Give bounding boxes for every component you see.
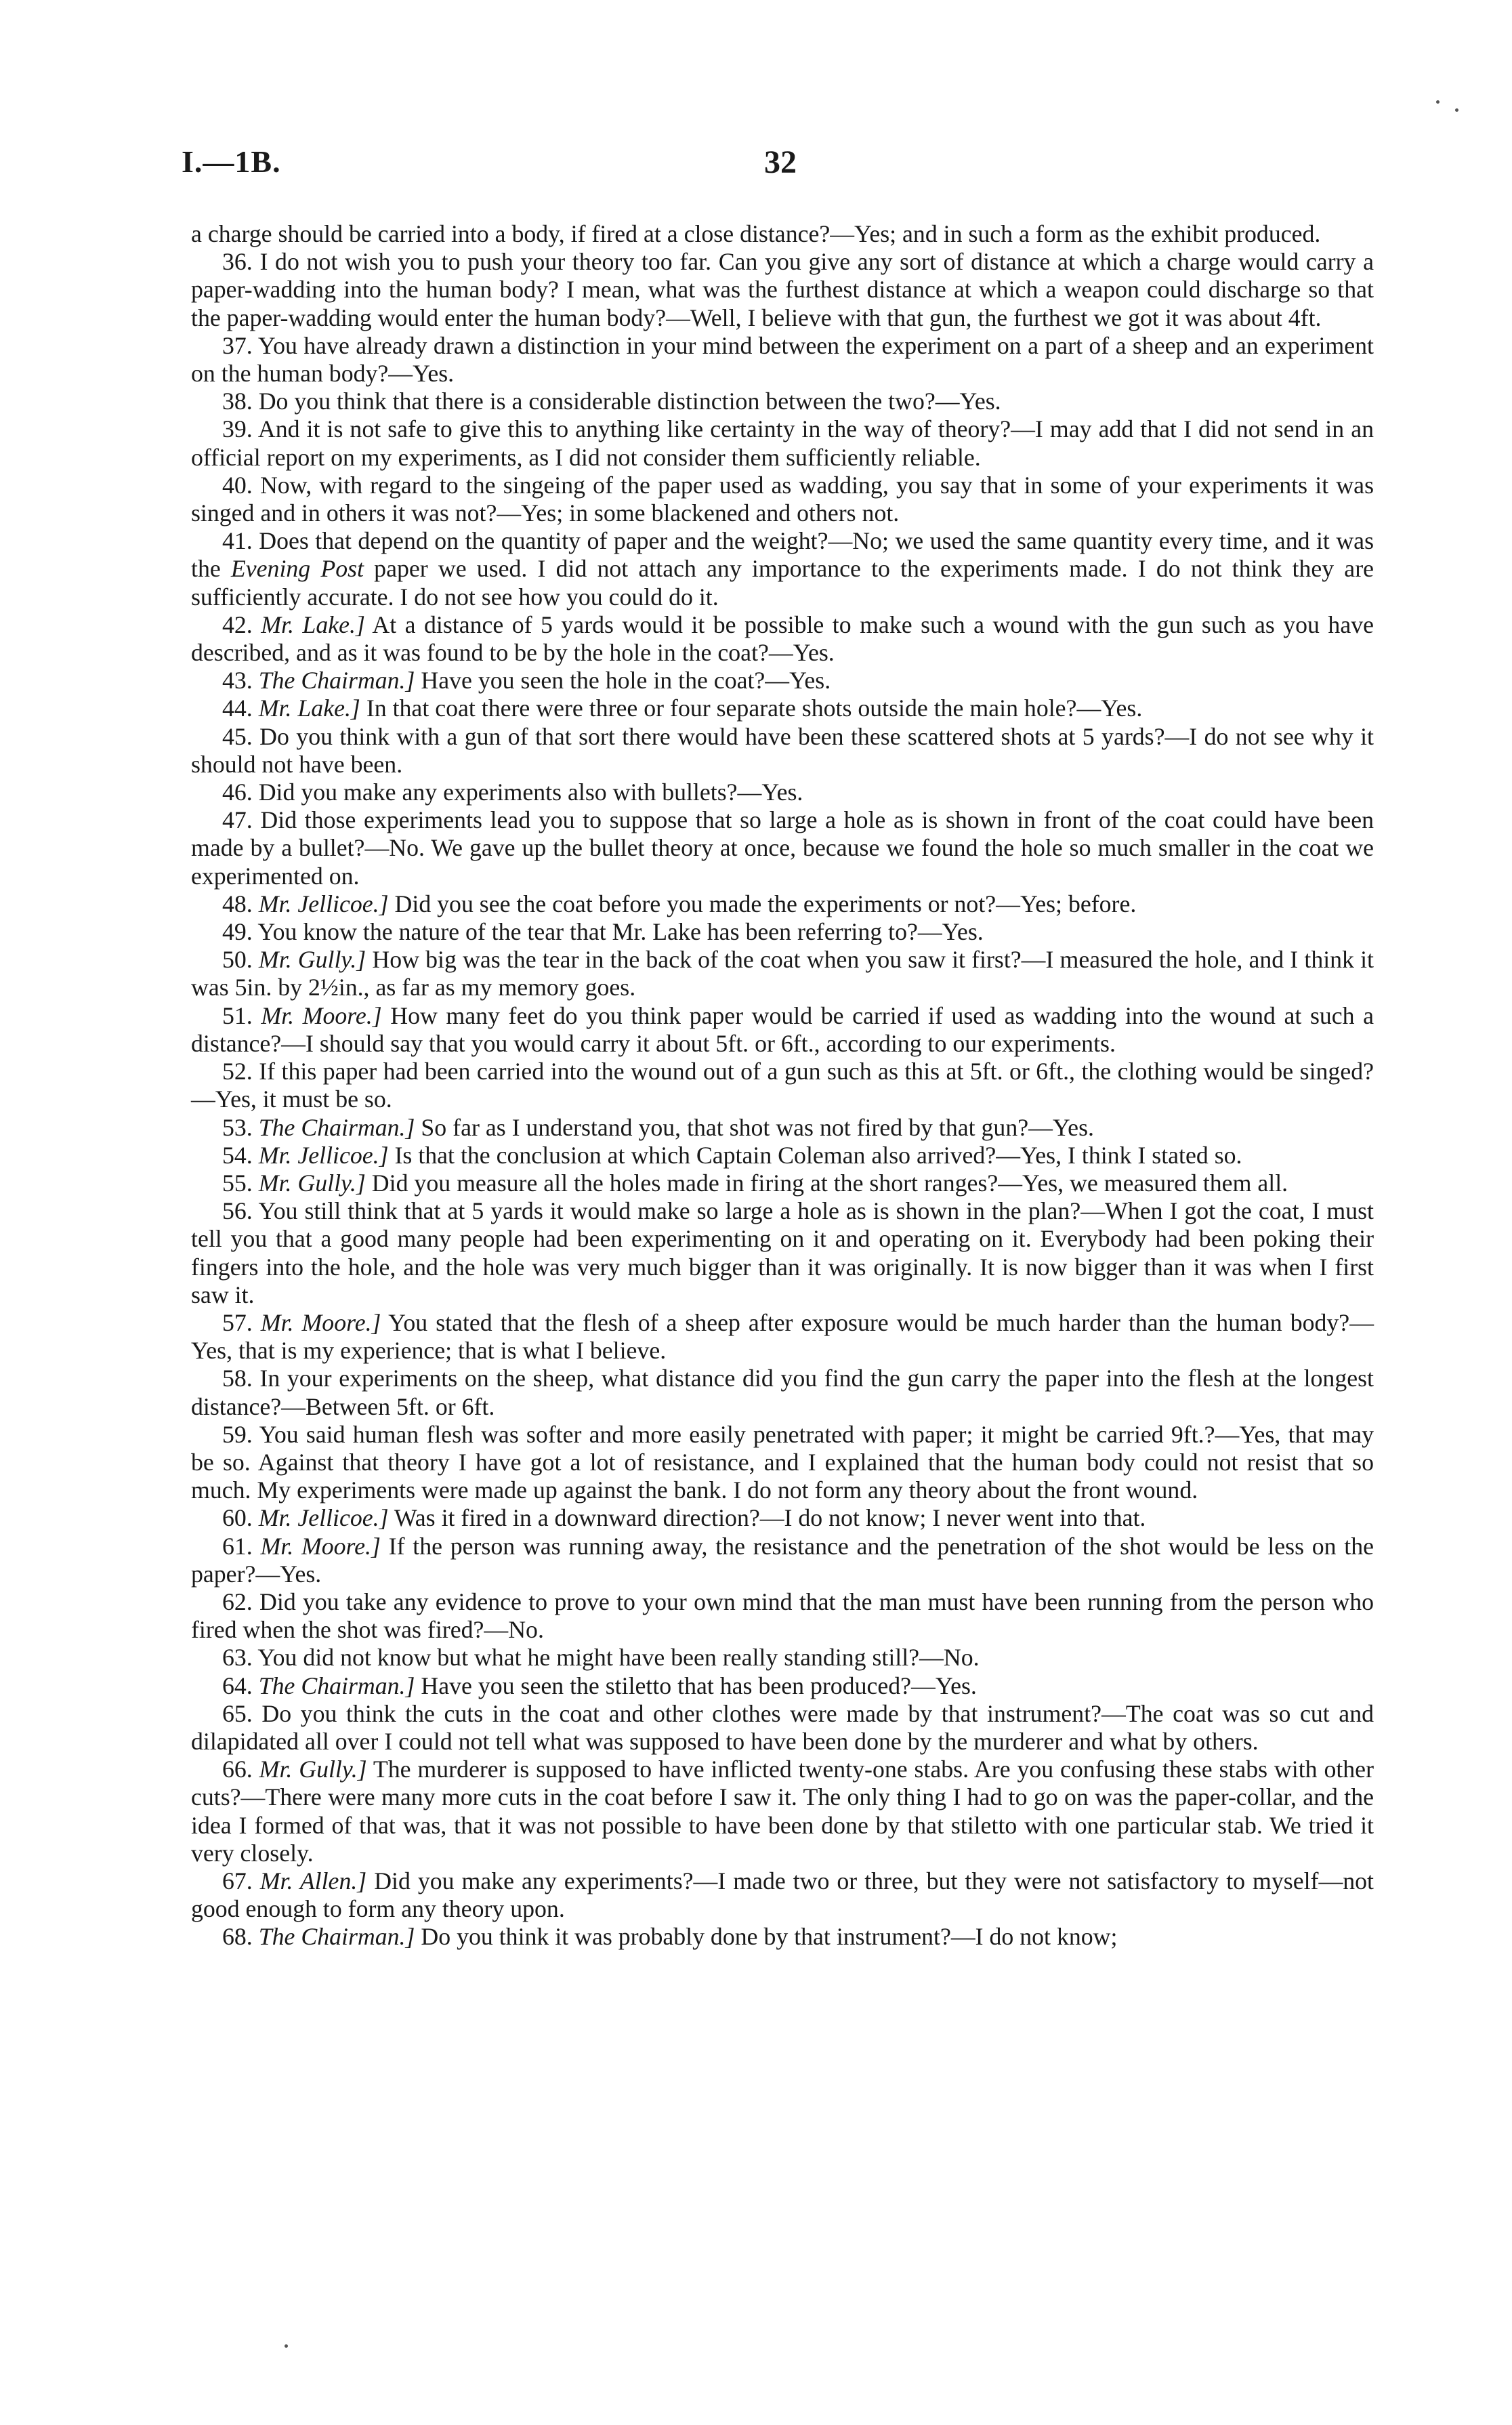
question-entry bbox=[191, 667, 1374, 695]
question-number: 55. bbox=[222, 1169, 253, 1197]
speaker-name: The Chairman.] bbox=[258, 1923, 415, 1951]
speaker-name: Mr. Moore.] bbox=[260, 1532, 381, 1560]
question-number: 59. bbox=[222, 1420, 253, 1448]
question-number: 37. bbox=[222, 331, 253, 359]
question-text: Did those experiments lead you to suppose that so large a hole as is shown in front of the coat could have been made by a bullet?—No. We gave up the bullet theory at once, because we found the hole so much smaller in the coat we experimented on. bbox=[191, 806, 1374, 890]
question-text: Do you think it was probably done by that instrument?—I do not know; bbox=[421, 1923, 1118, 1951]
question-number: 60. bbox=[222, 1504, 253, 1532]
question-number: 64. bbox=[222, 1672, 253, 1699]
question-number: 43. bbox=[222, 667, 253, 695]
question-entry bbox=[191, 1700, 1374, 1756]
question-number: 67. bbox=[222, 1867, 253, 1894]
question-text: So far as I understand you, that shot was not fired by that gun?—Yes. bbox=[421, 1113, 1094, 1141]
question-entry bbox=[191, 695, 1374, 722]
question-number: 44. bbox=[222, 695, 253, 722]
question-entry bbox=[191, 1588, 1374, 1644]
evidence-body bbox=[191, 220, 1374, 1951]
question-entry bbox=[191, 388, 1374, 415]
question-entry bbox=[191, 1421, 1374, 1505]
speaker-name: Mr. Lake.] bbox=[258, 695, 360, 722]
question-list bbox=[191, 248, 1374, 1951]
question-text: You have already drawn a distinction in your mind between the experiment on a part of a sheep and an experiment on the human body?—Yes. bbox=[191, 331, 1374, 388]
question-text: How big was the tear in the back of the coat when you saw it first?—I measured the hole, and I think it was 5in. by 2½in., as far as my memory goes. bbox=[191, 946, 1374, 1001]
question-entry bbox=[191, 1867, 1374, 1923]
question-entry bbox=[191, 1002, 1374, 1058]
question-text: I do not wish you to push your theory too far. Can you give any sort of distance at which a charge would carry a paper-wadding into the human body? I mean, what was the furthest distance at which a weapon could discharge so that the paper-wadding would enter the human body?—Well, I believe with that gun, the furthest we got it was about 4ft. bbox=[191, 248, 1374, 331]
question-entry bbox=[191, 527, 1374, 611]
question-number: 57. bbox=[222, 1308, 253, 1336]
question-text: If this paper had been carried into the wound out of a gun such as this at 5ft. or 6ft., the clothing would be singed?—Yes, it must be so. bbox=[191, 1058, 1374, 1113]
page-speck bbox=[1455, 108, 1458, 112]
question-entry bbox=[191, 1309, 1374, 1365]
question-number: 51. bbox=[222, 1001, 253, 1029]
question-number: 39. bbox=[222, 415, 253, 443]
question-text: Do you think the cuts in the coat and other clothes were made by that instrument?—The coat was so cut and dilapidated all over I could not tell what was supposed to have been done by the murderer and what by others. bbox=[191, 1699, 1374, 1755]
question-number: 53. bbox=[222, 1113, 253, 1141]
question-number: 41. bbox=[222, 527, 253, 555]
page-speck bbox=[1436, 100, 1440, 104]
question-entry bbox=[191, 1197, 1374, 1309]
question-text: In your experiments on the sheep, what distance did you find the gun carry the paper into the flesh at the longest distance?—Between 5ft. or 6ft. bbox=[191, 1365, 1374, 1420]
question-number: 46. bbox=[222, 779, 253, 806]
speaker-name: Mr. Jellicoe.] bbox=[258, 890, 389, 917]
question-entry bbox=[191, 1756, 1374, 1867]
question-entry bbox=[191, 1169, 1374, 1197]
speaker-name: The Chairman.] bbox=[258, 1113, 415, 1141]
question-text: The murderer is supposed to have inflicted twenty-one stabs. Are you confusing these stabs with other cuts?—There were many more cuts in the coat before I saw it. The only thing I had to go on was the paper-collar, and the idea I formed of that was, that it was not possible to have been done by that stiletto with one particular stab. We tried it very closely. bbox=[191, 1756, 1374, 1867]
opening-paragraph: a charge should be carried into a body, if fired at a close distance?—Yes; and in such a form as the exhibit produced. bbox=[191, 220, 1321, 247]
question-text: Did you take any evidence to prove to your own mind that the man must have been running from the person who fired when the shot was fired?—No. bbox=[191, 1588, 1374, 1644]
question-text: Have you seen the hole in the coat?—Yes. bbox=[421, 667, 831, 695]
speaker-name: Mr. Jellicoe.] bbox=[258, 1504, 389, 1532]
question-text: paper we used. I did not attach any importance to the experiments made. I do not think they are sufficiently accurate. I do not see how you could do it. bbox=[191, 555, 1374, 610]
question-entry bbox=[191, 890, 1374, 918]
question-entry bbox=[191, 1114, 1374, 1142]
question-entry bbox=[191, 1058, 1374, 1113]
question-text: You stated that the flesh of a sheep after exposure would be much harder than the human body?—Yes, that is my experience; that is what I believe. bbox=[191, 1308, 1374, 1365]
running-head bbox=[182, 144, 1374, 191]
question-text: Did you measure all the holes made in firing at the short ranges?—Yes, we measured them all. bbox=[371, 1169, 1288, 1197]
question-entry bbox=[191, 1644, 1374, 1672]
question-number: 48. bbox=[222, 890, 253, 917]
speaker-name: Mr. Moore.] bbox=[261, 1001, 382, 1029]
speaker-name: Mr. Jellicoe.] bbox=[258, 1141, 389, 1169]
question-number: 49. bbox=[222, 918, 253, 946]
question-entry bbox=[191, 1923, 1374, 1951]
question-text: Does that depend on the quantity of paper and the weight?—No; we used the same quantity every time, and it was the bbox=[191, 527, 1374, 583]
question-number: 54. bbox=[222, 1141, 253, 1169]
question-text: In that coat there were three or four separate shots outside the main hole?—Yes. bbox=[366, 695, 1143, 722]
question-number: 47. bbox=[222, 806, 253, 834]
question-text: And it is not safe to give this to anything like certainty in the way of theory?—I may add that I did not send in an official report on my experiments, as I did not consider them sufficiently reliable. bbox=[191, 415, 1374, 471]
question-number: 36. bbox=[222, 248, 253, 276]
question-entry bbox=[191, 332, 1374, 388]
question-number: 62. bbox=[222, 1588, 253, 1615]
question-number: 68. bbox=[222, 1923, 253, 1951]
page-number: 32 bbox=[764, 144, 797, 180]
question-entry bbox=[191, 918, 1374, 946]
question-entry bbox=[191, 946, 1374, 1001]
question-entry bbox=[191, 611, 1374, 667]
question-entry bbox=[191, 723, 1374, 779]
question-number: 58. bbox=[222, 1365, 253, 1392]
speaker-name: Mr. Lake.] bbox=[261, 610, 365, 638]
question-number: 40. bbox=[222, 471, 253, 499]
question-entry bbox=[191, 779, 1374, 806]
question-text: Is that the conclusion at which Captain Coleman also arrived?—Yes, I think I stated so. bbox=[394, 1141, 1242, 1169]
question-number: 65. bbox=[222, 1699, 253, 1727]
question-entry bbox=[191, 248, 1374, 332]
question-number: 45. bbox=[222, 722, 253, 750]
question-entry bbox=[191, 1504, 1374, 1532]
question-text: Did you make any experiments also with bullets?—Yes. bbox=[258, 779, 803, 806]
question-text: If the person was running away, the resistance and the penetration of the shot would be less on the paper?—Yes. bbox=[191, 1532, 1374, 1588]
question-text: Do you think that there is a considerable distinction between the two?—Yes. bbox=[258, 388, 1001, 415]
question-text: You still think that at 5 yards it would make so large a hole as is shown in the plan?—When I got the coat, I must tell you that a good many people had been experimenting on it and operating on it. Everybody had been poking their fingers into the hole, and the hole was very much bigger than it was originally. It is now bigger than it was when I first saw it. bbox=[191, 1197, 1374, 1308]
question-text: Did you make any experiments?—I made two or three, but they were not satisfactory to myself—not good enough to form any theory upon. bbox=[191, 1867, 1374, 1923]
question-number: 52. bbox=[222, 1058, 253, 1085]
question-entry bbox=[191, 1533, 1374, 1588]
question-number: 50. bbox=[222, 946, 253, 974]
speaker-name: The Chairman.] bbox=[258, 667, 415, 695]
question-text: You said human flesh was softer and more easily penetrated with paper; it might be carried 9ft.?—Yes, that may be so. Against that theory I have got a lot of resistance, and I explained that the human body could not resist that so much. My experiments were made up against the bank. I do not form any theory about the front wound. bbox=[191, 1420, 1374, 1504]
speaker-name: Mr. Gully.] bbox=[258, 1169, 366, 1197]
question-text: Did you see the coat before you made the experiments or not?—Yes; before. bbox=[394, 890, 1137, 917]
document-reference: I.—1B. bbox=[182, 144, 281, 179]
speaker-name: Mr. Moore.] bbox=[260, 1308, 381, 1336]
question-entry bbox=[191, 1365, 1374, 1420]
question-entry bbox=[191, 806, 1374, 890]
question-number: 38. bbox=[222, 388, 253, 415]
question-text: You did not know but what he might have been really standing still?—No. bbox=[257, 1644, 980, 1672]
question-text: Was it fired in a downward direction?—I do not know; I never went into that. bbox=[394, 1504, 1146, 1532]
speaker-name: Mr. Allen.] bbox=[259, 1867, 367, 1894]
question-entry bbox=[191, 1142, 1374, 1169]
question-entry bbox=[191, 415, 1374, 471]
speaker-name: Mr. Gully.] bbox=[259, 1756, 367, 1783]
question-text: How many feet do you think paper would be carried if used as wadding into the wound at such a distance?—I should say that you would carry it about 5ft. or 6ft., according to our experiments. bbox=[191, 1001, 1374, 1057]
speaker-name: Mr. Gully.] bbox=[258, 946, 366, 974]
question-number: 56. bbox=[222, 1197, 253, 1225]
question-number: 42. bbox=[222, 610, 253, 638]
question-entry bbox=[191, 1672, 1374, 1700]
question-number: 61. bbox=[222, 1532, 253, 1560]
question-text: Have you seen the stiletto that has been produced?—Yes. bbox=[421, 1672, 977, 1699]
newspaper-title: Evening Post bbox=[230, 555, 364, 583]
question-text: Now, with regard to the singeing of the paper used as wadding, you say that in some of your experiments it was singed and in others it was not?—Yes; in some blackened and others not. bbox=[191, 471, 1374, 527]
question-number: 63. bbox=[222, 1644, 253, 1672]
page-speck bbox=[285, 2344, 288, 2348]
question-entry bbox=[191, 472, 1374, 527]
question-number: 66. bbox=[222, 1756, 253, 1783]
question-text: Do you think with a gun of that sort there would have been these scattered shots at 5 yards?—I do not see why it should not have been. bbox=[191, 722, 1374, 778]
question-text: You know the nature of the tear that Mr. Lake has been referring to?—Yes. bbox=[257, 918, 984, 946]
question-text: At a distance of 5 yards would it be possible to make such a wound with the gun such as you have described, and as it was found to be by the hole in the coat?—Yes. bbox=[191, 610, 1374, 667]
speaker-name: The Chairman.] bbox=[258, 1672, 415, 1699]
